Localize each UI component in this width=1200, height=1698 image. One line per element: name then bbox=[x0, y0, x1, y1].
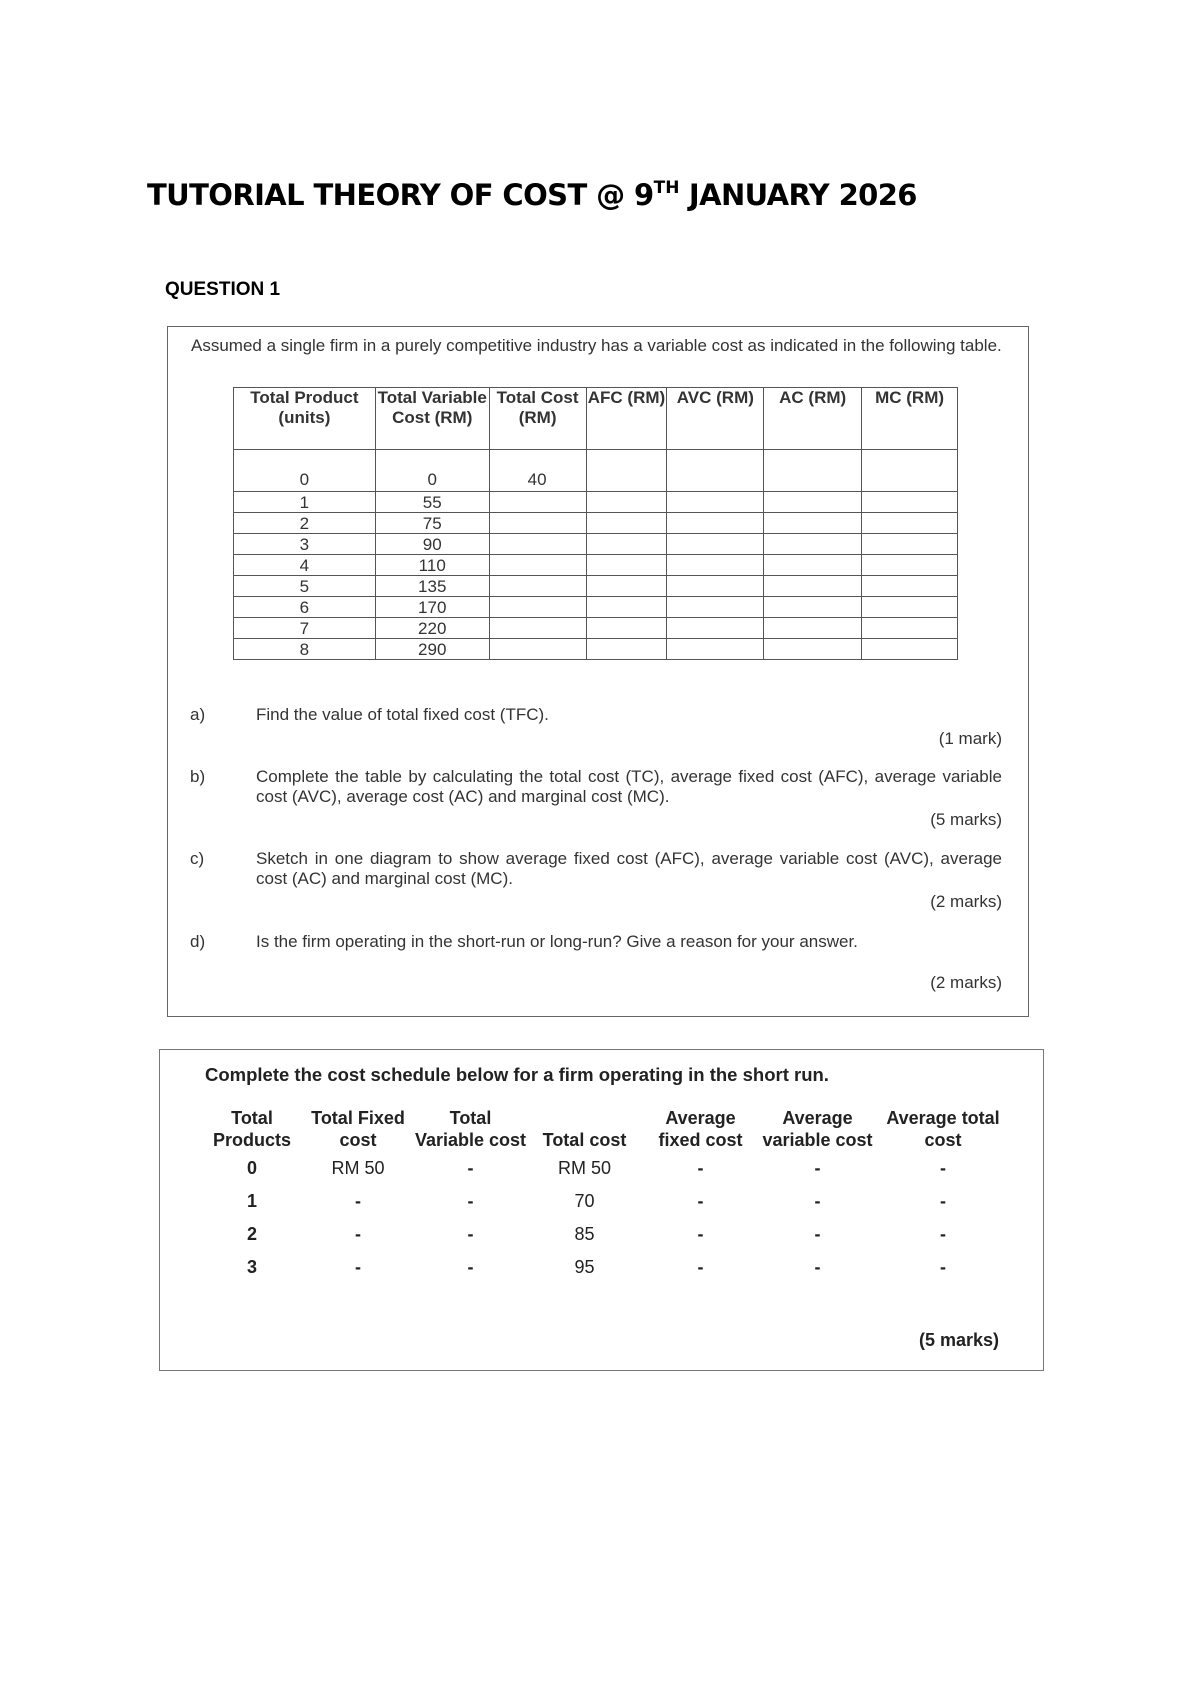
header-average-variable-cost: Average variable cost bbox=[762, 1108, 873, 1150]
cell-mc bbox=[862, 492, 958, 513]
cell-afc: - bbox=[697, 1158, 704, 1178]
cell-tfc: RM 50 bbox=[331, 1158, 385, 1178]
part-text: Find the value of total fixed cost (TFC). bbox=[256, 705, 549, 724]
question-heading: QUESTION 1 bbox=[165, 279, 281, 300]
table-row bbox=[202, 1185, 1010, 1218]
cell-tc bbox=[489, 639, 586, 660]
part-marks: (2 marks) bbox=[930, 892, 1002, 911]
cell-tvc: 290 bbox=[375, 639, 489, 660]
cell-afc: - bbox=[697, 1191, 704, 1211]
question2-marks: (5 marks) bbox=[918, 1330, 999, 1350]
part-marks: (2 marks) bbox=[930, 973, 1002, 992]
cell-avc bbox=[667, 639, 764, 660]
cell-ac bbox=[764, 534, 862, 555]
cell-tvc: 55 bbox=[375, 492, 489, 513]
cell-afc bbox=[586, 576, 667, 597]
cost-table bbox=[233, 387, 958, 660]
cell-product: 5 bbox=[234, 576, 376, 597]
cell-ac bbox=[764, 555, 862, 576]
table-row bbox=[234, 492, 958, 513]
cell-mc bbox=[862, 450, 958, 492]
question-part-c bbox=[190, 849, 1002, 919]
cell-tvc: 220 bbox=[375, 618, 489, 639]
cell-tvc: 90 bbox=[375, 534, 489, 555]
part-label: b) bbox=[190, 767, 206, 786]
cost-schedule-table bbox=[202, 1107, 1010, 1284]
table-row bbox=[202, 1251, 1010, 1284]
part-marks: (1 mark) bbox=[938, 729, 1002, 748]
header-total-cost: Total cost bbox=[542, 1130, 627, 1150]
cell-avc: - bbox=[814, 1257, 821, 1277]
cell-tc bbox=[489, 492, 586, 513]
header-total-fixed-cost: Total Fixed cost bbox=[311, 1108, 405, 1150]
cell-products: 3 bbox=[246, 1257, 257, 1277]
cell-mc bbox=[862, 513, 958, 534]
cell-ac bbox=[764, 639, 862, 660]
cell-afc bbox=[586, 639, 667, 660]
cell-products: 1 bbox=[246, 1191, 257, 1211]
cell-tvc: 170 bbox=[375, 597, 489, 618]
cell-tc bbox=[489, 555, 586, 576]
cell-tvc: 75 bbox=[375, 513, 489, 534]
cell-ac bbox=[764, 576, 862, 597]
cell-product: 4 bbox=[234, 555, 376, 576]
cell-tvc: 110 bbox=[375, 555, 489, 576]
cell-atc: - bbox=[940, 1191, 946, 1211]
header-total-products: Total Products bbox=[212, 1108, 291, 1150]
cell-afc bbox=[586, 492, 667, 513]
header-total-cost: Total Cost (RM) bbox=[489, 388, 586, 450]
cell-tc: 40 bbox=[489, 450, 586, 492]
page-title bbox=[147, 178, 917, 212]
cell-products: 2 bbox=[246, 1224, 257, 1244]
part-label: c) bbox=[190, 849, 205, 868]
cell-avc: - bbox=[814, 1224, 821, 1244]
cell-products: 0 bbox=[246, 1158, 257, 1178]
part-label: d) bbox=[190, 932, 206, 951]
cell-tfc: - bbox=[355, 1191, 361, 1211]
cell-avc bbox=[667, 576, 764, 597]
table-row bbox=[234, 618, 958, 639]
cell-mc bbox=[862, 534, 958, 555]
cell-ac bbox=[764, 492, 862, 513]
question1-intro: Assumed a single firm in a purely competitive industry has a variable cost as indicated in the following table. bbox=[191, 336, 1002, 355]
cell-tc: 70 bbox=[574, 1191, 595, 1211]
cell-mc bbox=[862, 618, 958, 639]
header-total-variable-cost: Total Variable Cost (RM) bbox=[375, 388, 489, 450]
cell-product: 7 bbox=[234, 618, 376, 639]
header-ac: AC (RM) bbox=[764, 388, 862, 450]
cell-afc bbox=[586, 513, 667, 534]
question-part-b bbox=[190, 767, 1002, 837]
cost-table-header-row bbox=[234, 388, 958, 450]
cell-product: 8 bbox=[234, 639, 376, 660]
schedule-header-row bbox=[202, 1107, 1010, 1152]
title-superscript: TH bbox=[653, 178, 680, 198]
cell-tvc: - bbox=[467, 1158, 474, 1178]
cell-afc bbox=[586, 597, 667, 618]
cell-product: 0 bbox=[234, 450, 376, 492]
cell-avc: - bbox=[814, 1158, 821, 1178]
cell-ac bbox=[764, 513, 862, 534]
part-label: a) bbox=[190, 705, 206, 724]
cell-product: 3 bbox=[234, 534, 376, 555]
table-row bbox=[202, 1152, 1010, 1185]
cell-avc bbox=[667, 513, 764, 534]
cell-avc bbox=[667, 492, 764, 513]
cell-tvc: 135 bbox=[375, 576, 489, 597]
header-total-product: Total Product (units) bbox=[234, 388, 376, 450]
question2-intro: Complete the cost schedule below for a firm operating in the short run. bbox=[205, 1064, 829, 1085]
cell-tvc: - bbox=[467, 1191, 474, 1211]
cell-ac bbox=[764, 618, 862, 639]
cell-atc: - bbox=[940, 1224, 946, 1244]
title-main: TUTORIAL THEORY OF COST @ 9 bbox=[147, 178, 654, 212]
cell-product: 2 bbox=[234, 513, 376, 534]
cell-tc bbox=[489, 513, 586, 534]
cell-tvc: - bbox=[467, 1257, 474, 1277]
table-row bbox=[234, 534, 958, 555]
cell-afc bbox=[586, 534, 667, 555]
cell-ac bbox=[764, 597, 862, 618]
cell-afc: - bbox=[697, 1224, 704, 1244]
cell-avc bbox=[667, 597, 764, 618]
cell-mc bbox=[862, 597, 958, 618]
cell-tfc: - bbox=[355, 1224, 361, 1244]
cell-avc bbox=[667, 450, 764, 492]
header-average-total-cost: Average total cost bbox=[886, 1108, 1000, 1150]
cell-avc bbox=[667, 618, 764, 639]
cell-tc bbox=[489, 534, 586, 555]
header-afc: AFC (RM) bbox=[586, 388, 667, 450]
cell-tc bbox=[489, 597, 586, 618]
cell-ac bbox=[764, 450, 862, 492]
cell-avc: - bbox=[814, 1191, 821, 1211]
cell-tvc: - bbox=[467, 1224, 474, 1244]
cell-afc bbox=[586, 450, 667, 492]
cell-afc: - bbox=[697, 1257, 704, 1277]
header-average-fixed-cost: Average fixed cost bbox=[658, 1108, 743, 1150]
header-total-variable-cost: Total Variable cost bbox=[414, 1108, 527, 1150]
question-part-d bbox=[190, 932, 1002, 1002]
cell-atc: - bbox=[940, 1158, 946, 1178]
cell-tfc: - bbox=[355, 1257, 361, 1277]
table-row bbox=[234, 450, 958, 492]
cell-mc bbox=[862, 639, 958, 660]
table-row bbox=[234, 639, 958, 660]
table-row bbox=[234, 513, 958, 534]
cell-mc bbox=[862, 555, 958, 576]
table-row bbox=[234, 576, 958, 597]
cell-tc bbox=[489, 618, 586, 639]
cell-tvc: 0 bbox=[375, 450, 489, 492]
table-row bbox=[202, 1218, 1010, 1251]
question-part-a bbox=[190, 705, 1002, 755]
part-text: Is the firm operating in the short-run or long-run? Give a reason for your answer. bbox=[256, 932, 858, 951]
cell-mc bbox=[862, 576, 958, 597]
header-mc: MC (RM) bbox=[862, 388, 958, 450]
cell-afc bbox=[586, 555, 667, 576]
cell-afc bbox=[586, 618, 667, 639]
cell-tc: 95 bbox=[574, 1257, 595, 1277]
part-text: Sketch in one diagram to show average fixed cost (AFC), average variable cost (AVC), average cost (AC) and marginal cost (MC). bbox=[256, 849, 1002, 888]
cell-avc bbox=[667, 555, 764, 576]
table-row bbox=[234, 555, 958, 576]
cell-tc bbox=[489, 576, 586, 597]
cell-avc bbox=[667, 534, 764, 555]
part-text: Complete the table by calculating the total cost (TC), average fixed cost (AFC), average variable cost (AVC), average cost (AC) and marginal cost (MC). bbox=[256, 767, 1002, 806]
cell-tc: 85 bbox=[574, 1224, 595, 1244]
table-row bbox=[234, 597, 958, 618]
cell-tc: RM 50 bbox=[557, 1158, 611, 1178]
header-avc: AVC (RM) bbox=[667, 388, 764, 450]
part-marks: (5 marks) bbox=[930, 810, 1002, 829]
cell-atc: - bbox=[940, 1257, 946, 1277]
cell-product: 6 bbox=[234, 597, 376, 618]
cell-product: 1 bbox=[234, 492, 376, 513]
title-date: JANUARY 2026 bbox=[679, 178, 917, 212]
